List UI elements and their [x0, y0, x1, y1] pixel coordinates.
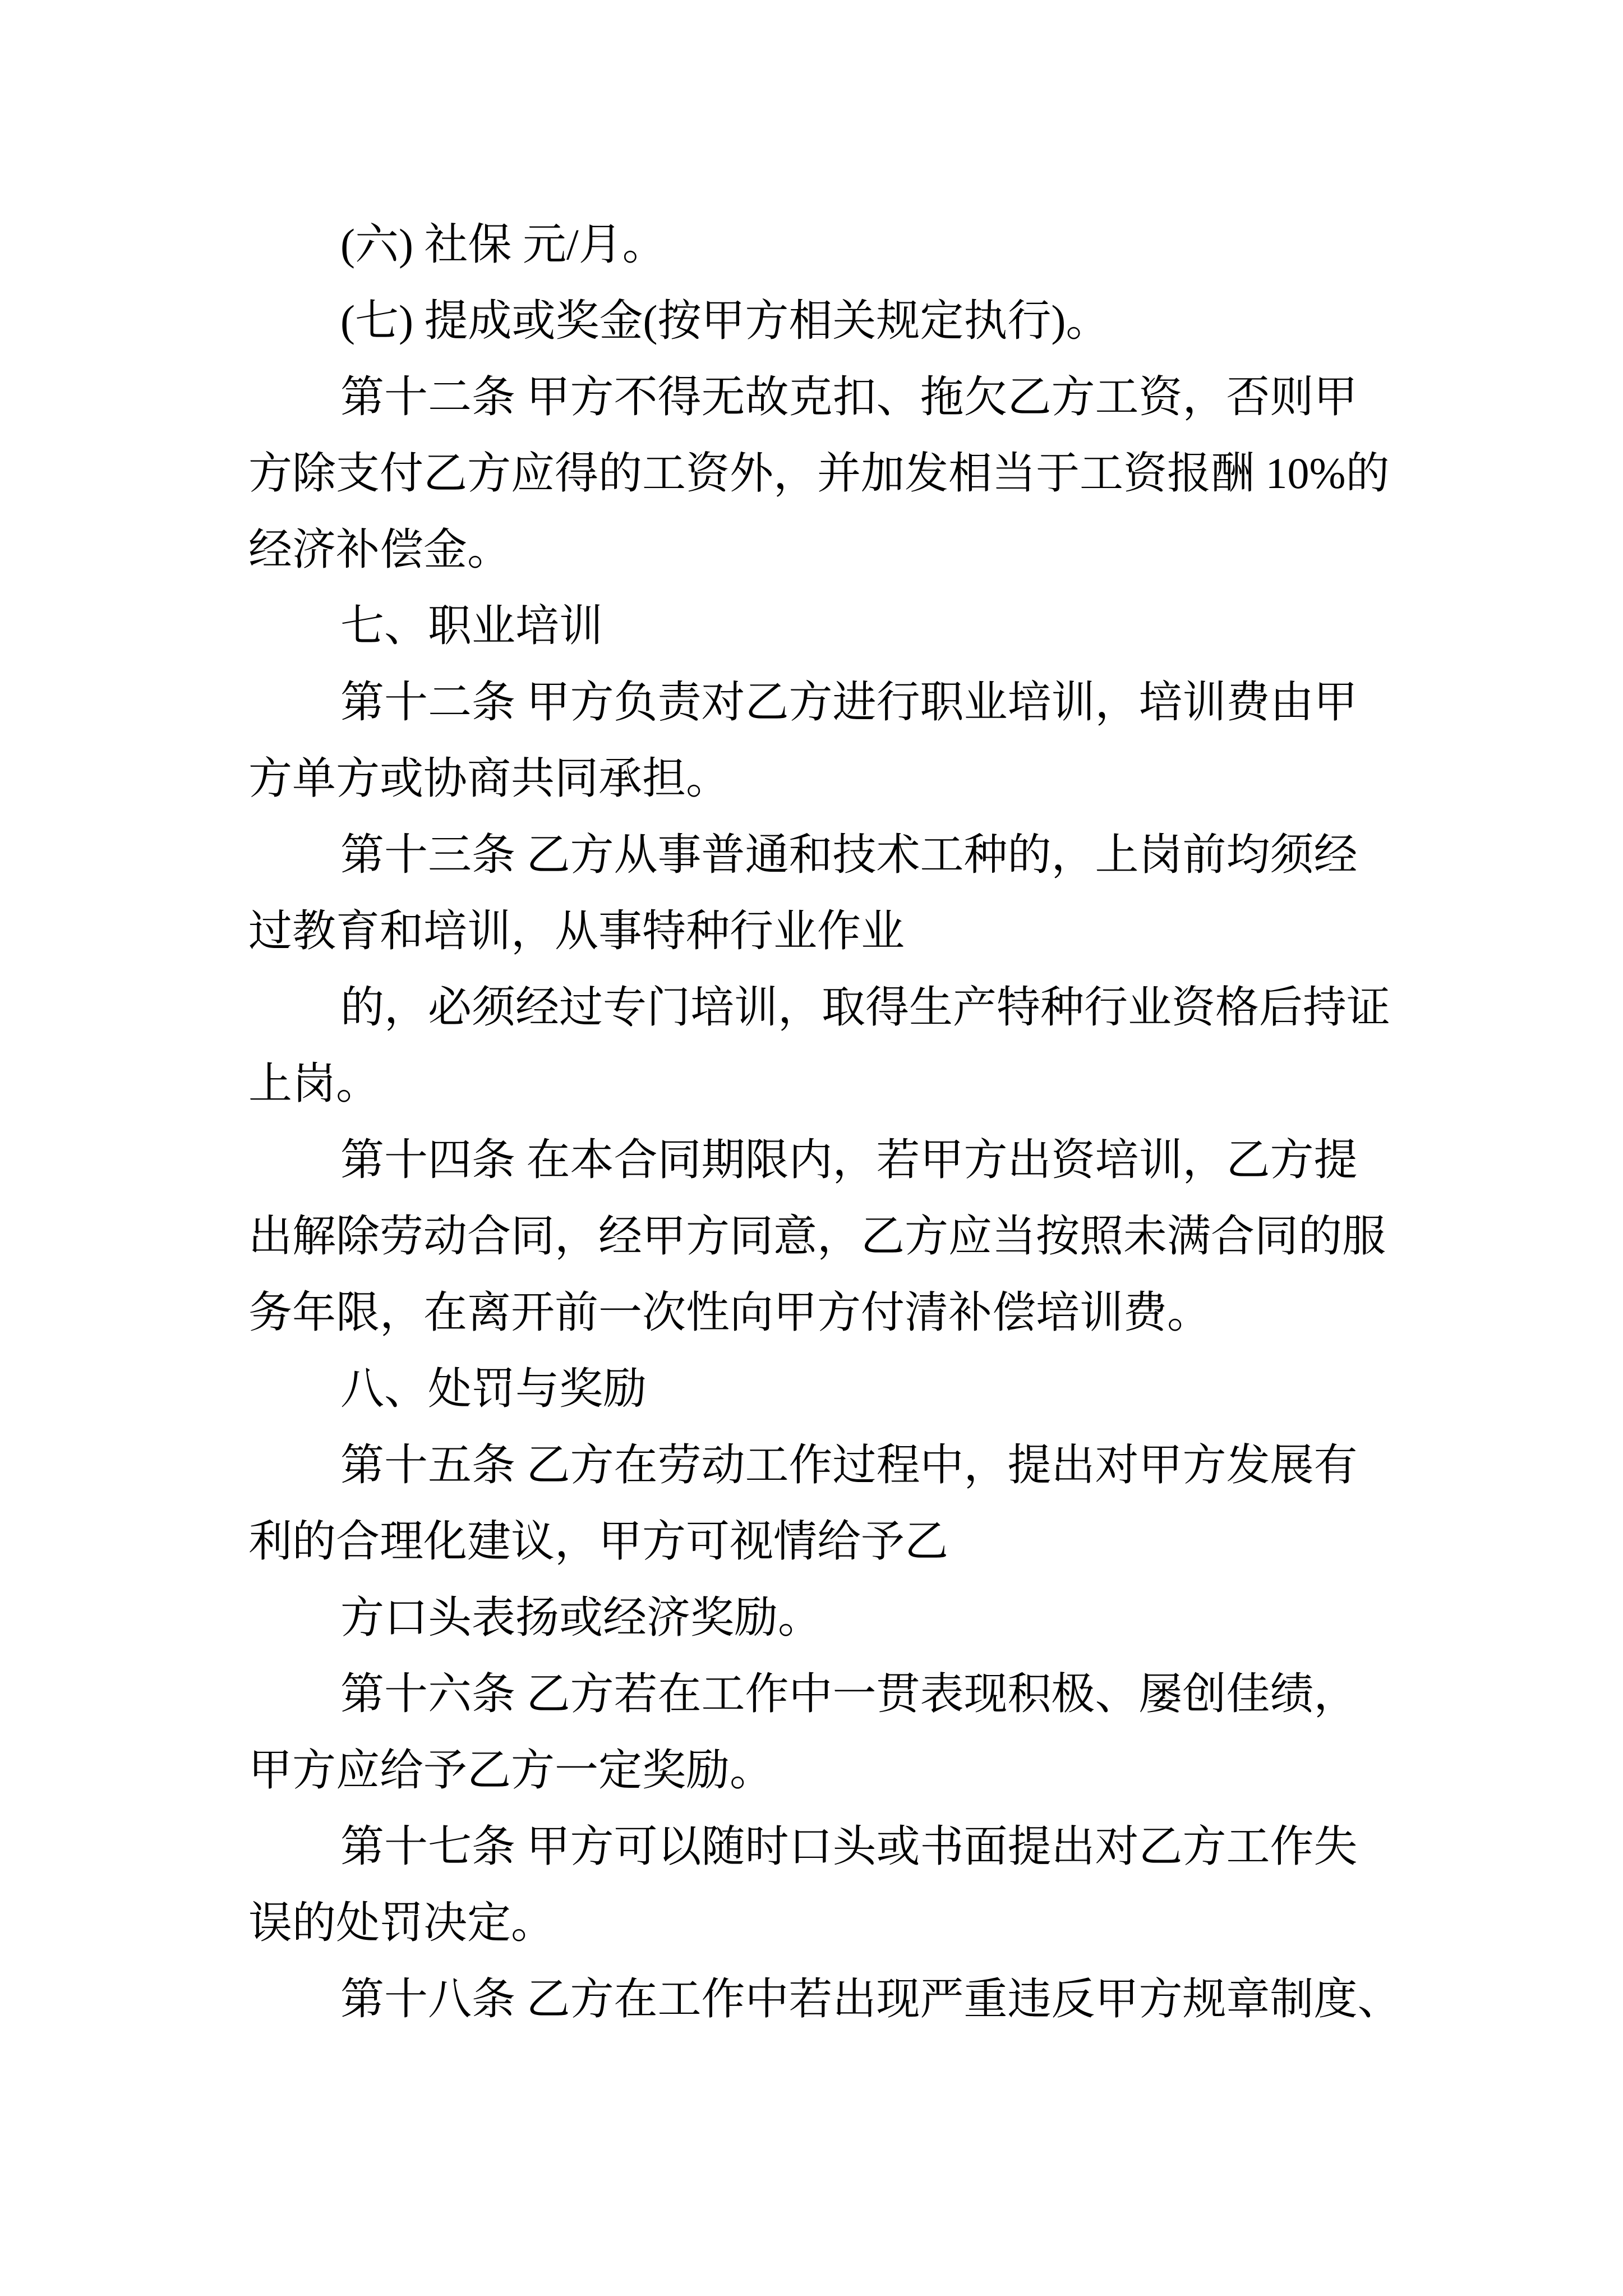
text-line: 第十四条 在本合同期限内，若甲方出资培训，乙方提 [340, 1135, 1358, 1184]
text-line: 第十六条 乙方若在工作中一贯表现积极、屡创佳绩， [340, 1669, 1358, 1718]
text-line: 第十五条 乙方在劳动工作过程中，提出对甲方发展有 [340, 1441, 1358, 1489]
text-line: 利的合理化建议，甲方可视情给予乙 [248, 1517, 949, 1566]
text-line: 的，必须经过专门培训，取得生产特种行业资格后持证 [340, 983, 1391, 1032]
text-line: 第十八条 乙方在工作中若出现严重违反甲方规章制度、 [340, 1975, 1401, 2023]
text-line: 第十三条 乙方从事普通和技术工种的，上岗前均须经 [340, 830, 1358, 879]
text-line: 第十二条 甲方负责对乙方进行职业培训，培训费由甲 [340, 678, 1358, 726]
text-line: 第十二条 甲方不得无故克扣、拖欠乙方工资，否则甲 [340, 372, 1358, 421]
text-line: 经济补偿金。 [248, 525, 511, 574]
text-line: 方除支付乙方应得的工资外，并加发相当于工资报酬 10%的 [248, 449, 1390, 498]
text-line: 过教育和培训，从事特种行业作业 [248, 907, 905, 955]
text-line: 上岗。 [248, 1059, 380, 1108]
text-line: 方单方或协商共同承担。 [248, 754, 730, 803]
text-line: 务年限，在离开前一次性向甲方付清补偿培训费。 [248, 1288, 1211, 1337]
section-heading: 七、职业培训 [340, 601, 603, 650]
text-line: 方口头表扬或经济奖励。 [340, 1593, 822, 1642]
text-line: 出解除劳动合同，经甲方同意，乙方应当按照未满合同的服 [248, 1212, 1386, 1260]
text-line: 误的处罚决定。 [248, 1898, 555, 1947]
section-heading: 八、处罚与奖励 [340, 1364, 647, 1413]
text-line: 第十七条 甲方可以随时口头或书面提出对乙方工作失 [340, 1822, 1358, 1871]
text-line: (六) 社保 元/月。 [340, 220, 666, 269]
text-line: (七) 提成或奖金(按甲方相关规定执行)。 [340, 296, 1110, 345]
contract-text-block [248, 206, 1404, 2037]
text-line: 甲方应给予乙方一定奖励。 [248, 1746, 774, 1795]
